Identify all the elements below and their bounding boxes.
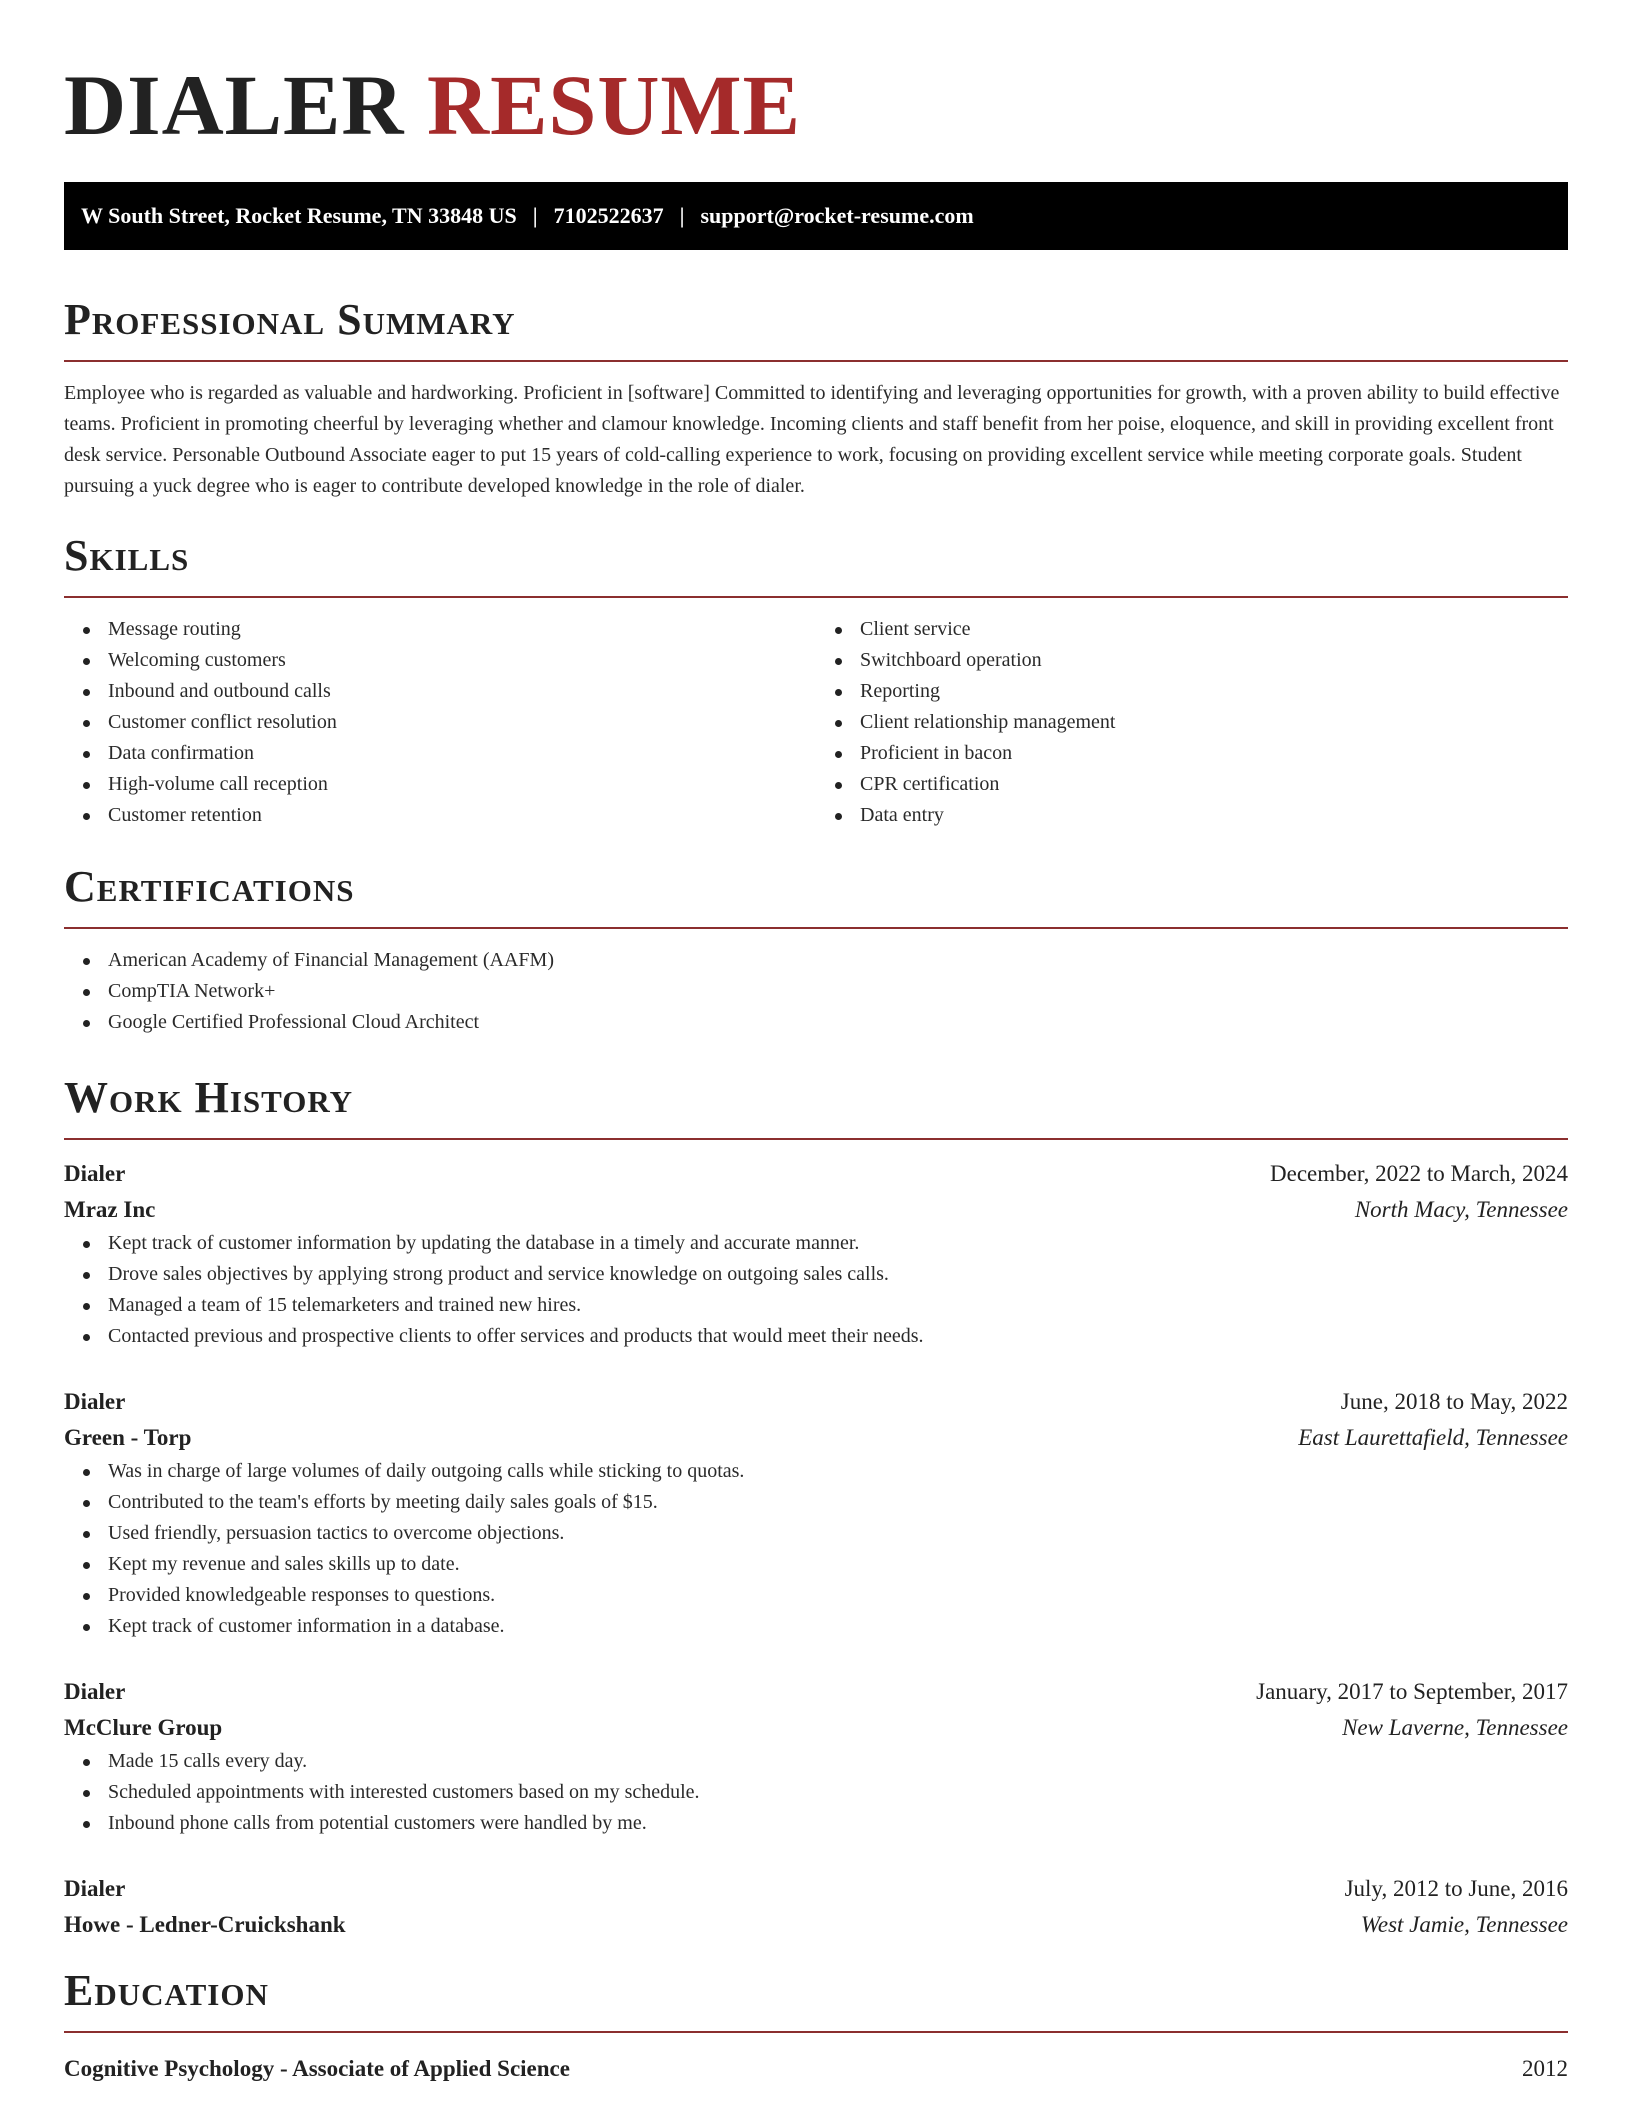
- job-bullet: Provided knowledgeable responses to questions.: [64, 1580, 1568, 1611]
- job-location: East Laurettafield, Tennessee: [1298, 1425, 1568, 1450]
- skills-column-right: [816, 614, 1568, 831]
- job-dates: June, 2018 to May, 2022: [1340, 1389, 1568, 1414]
- work-history-section: [64, 1073, 1568, 1943]
- job-company: Green - Torp: [64, 1425, 192, 1450]
- section-title-skills: Skills: [64, 531, 190, 580]
- education-section: [64, 1966, 1568, 2087]
- job-bullet: Scheduled appointments with interested customers based on my schedule.: [64, 1777, 1568, 1808]
- job-header-row: [64, 1156, 1568, 1192]
- job-company-row: [64, 1907, 1568, 1943]
- job-bullet: Managed a team of 15 telemarketers and trained new hires.: [64, 1290, 1568, 1321]
- skill-item: Client relationship management: [816, 707, 1568, 738]
- section-divider: [64, 2031, 1568, 2033]
- job-header-row: [64, 1384, 1568, 1420]
- skill-item: Data entry: [816, 800, 1568, 831]
- skill-item: CPR certification: [816, 769, 1568, 800]
- skill-item: Proficient in bacon: [816, 738, 1568, 769]
- job-bullet: Drove sales objectives by applying strong product and service knowledge on outgoing sales calls.: [64, 1259, 1568, 1290]
- job-company-row: [64, 1192, 1568, 1228]
- section-divider: [64, 1138, 1568, 1140]
- skill-item: Inbound and outbound calls: [64, 676, 816, 707]
- job-bullet: Inbound phone calls from potential customers were handled by me.: [64, 1808, 1568, 1839]
- skill-item: Message routing: [64, 614, 816, 645]
- section-divider: [64, 360, 1568, 362]
- job-header-row: [64, 1871, 1568, 1907]
- skill-item: Welcoming customers: [64, 645, 816, 676]
- skill-item: High-volume call reception: [64, 769, 816, 800]
- job-title: Dialer: [64, 1161, 126, 1186]
- skill-item: Reporting: [816, 676, 1568, 707]
- contact-separator: |: [679, 203, 685, 228]
- job-company-row: [64, 1420, 1568, 1456]
- certifications-list: [64, 945, 1568, 1038]
- section-title-education: Education: [64, 1966, 269, 2015]
- skills-grid: [64, 614, 1568, 831]
- job-dates: January, 2017 to September, 2017: [1256, 1679, 1568, 1704]
- skills-section: [64, 531, 1568, 831]
- job-bullet: Kept track of customer information by updating the database in a timely and accurate manner.: [64, 1228, 1568, 1259]
- job-bullet-list: [64, 1456, 1568, 1642]
- skill-item: Data confirmation: [64, 738, 816, 769]
- contact-email: support@rocket-resume.com: [700, 203, 974, 228]
- job-bullet: Contacted previous and prospective clients to offer services and products that would meet their needs.: [64, 1321, 1568, 1352]
- job-location: West Jamie, Tennessee: [1360, 1912, 1568, 1937]
- certifications-section: [64, 862, 1568, 1038]
- contact-separator: |: [532, 203, 538, 228]
- skills-list-left: [64, 614, 816, 831]
- skill-item: Switchboard operation: [816, 645, 1568, 676]
- summary-text: Employee who is regarded as valuable and hardworking. Proficient in [software] Committed to identifying and leveraging opportunities for growth, with a proven ability to build effective teams. Proficient in promoting cheerful by leveraging whether and clamour knowledge. Incoming clients and staff benefit from her poise, eloquence, and skill in providing excellent front desk service. Personable Outbound Associate eager to put 15 years of cold-calling experience to work, focusing on providing excellent service while meeting corporate goals. Student pursuing a yuck degree who is eager to contribute developed knowledge in the role of dialer.: [64, 382, 1560, 497]
- job-location: New Laverne, Tennessee: [1342, 1715, 1568, 1740]
- skills-column-left: [64, 614, 816, 831]
- job-title: Dialer: [64, 1679, 126, 1704]
- name-last: RESUME: [427, 57, 801, 153]
- skill-item: Customer retention: [64, 800, 816, 831]
- name-first: DIALER: [64, 57, 405, 153]
- job-title: Dialer: [64, 1389, 126, 1414]
- job-bullet-list: [64, 1746, 1568, 1839]
- job-company-row: [64, 1710, 1568, 1746]
- job-company: Howe - Ledner-Cruickshank: [64, 1912, 346, 1937]
- education-degree: Cognitive Psychology - Associate of Applied Science: [64, 2056, 570, 2081]
- section-title-work-history: Work History: [64, 1073, 354, 1122]
- education-year: 2012: [1522, 2056, 1568, 2081]
- job-bullet: Made 15 calls every day.: [64, 1746, 1568, 1777]
- job-entry: [64, 1871, 1568, 1943]
- certification-item: Google Certified Professional Cloud Architect: [64, 1007, 1568, 1038]
- job-company: McClure Group: [64, 1715, 223, 1740]
- contact-phone: 7102522637: [553, 203, 664, 228]
- job-company: Mraz Inc: [64, 1197, 156, 1222]
- job-entry: [64, 1674, 1568, 1839]
- job-entry: [64, 1156, 1568, 1352]
- job-dates: July, 2012 to June, 2016: [1344, 1876, 1568, 1901]
- summary-section: [64, 295, 1568, 502]
- certification-item: CompTIA Network+: [64, 976, 1568, 1007]
- certification-item: American Academy of Financial Management (AAFM): [64, 945, 1568, 976]
- job-header-row: [64, 1674, 1568, 1710]
- resume-name: [64, 57, 1568, 153]
- skills-list-right: [816, 614, 1568, 831]
- job-bullet: Used friendly, persuasion tactics to overcome objections.: [64, 1518, 1568, 1549]
- job-bullet: Contributed to the team's efforts by meeting daily sales goals of $15.: [64, 1487, 1568, 1518]
- section-divider: [64, 596, 1568, 598]
- section-title-certifications: Certifications: [64, 862, 355, 911]
- section-divider: [64, 927, 1568, 929]
- job-bullet: Kept track of customer information in a database.: [64, 1611, 1568, 1642]
- job-bullet: Was in charge of large volumes of daily outgoing calls while sticking to quotas.: [64, 1456, 1568, 1487]
- skill-item: Client service: [816, 614, 1568, 645]
- job-location: North Macy, Tennessee: [1354, 1197, 1568, 1222]
- contact-address: W South Street, Rocket Resume, TN 33848 US: [81, 203, 517, 228]
- job-dates: December, 2022 to March, 2024: [1270, 1161, 1568, 1186]
- skill-item: Customer conflict resolution: [64, 707, 816, 738]
- education-row: [64, 2051, 1568, 2087]
- job-entry: [64, 1384, 1568, 1642]
- job-bullet: Kept my revenue and sales skills up to date.: [64, 1549, 1568, 1580]
- job-bullet-list: [64, 1228, 1568, 1352]
- job-title: Dialer: [64, 1876, 126, 1901]
- section-title-summary: Professional Summary: [64, 295, 516, 344]
- contact-bar: [64, 182, 1568, 250]
